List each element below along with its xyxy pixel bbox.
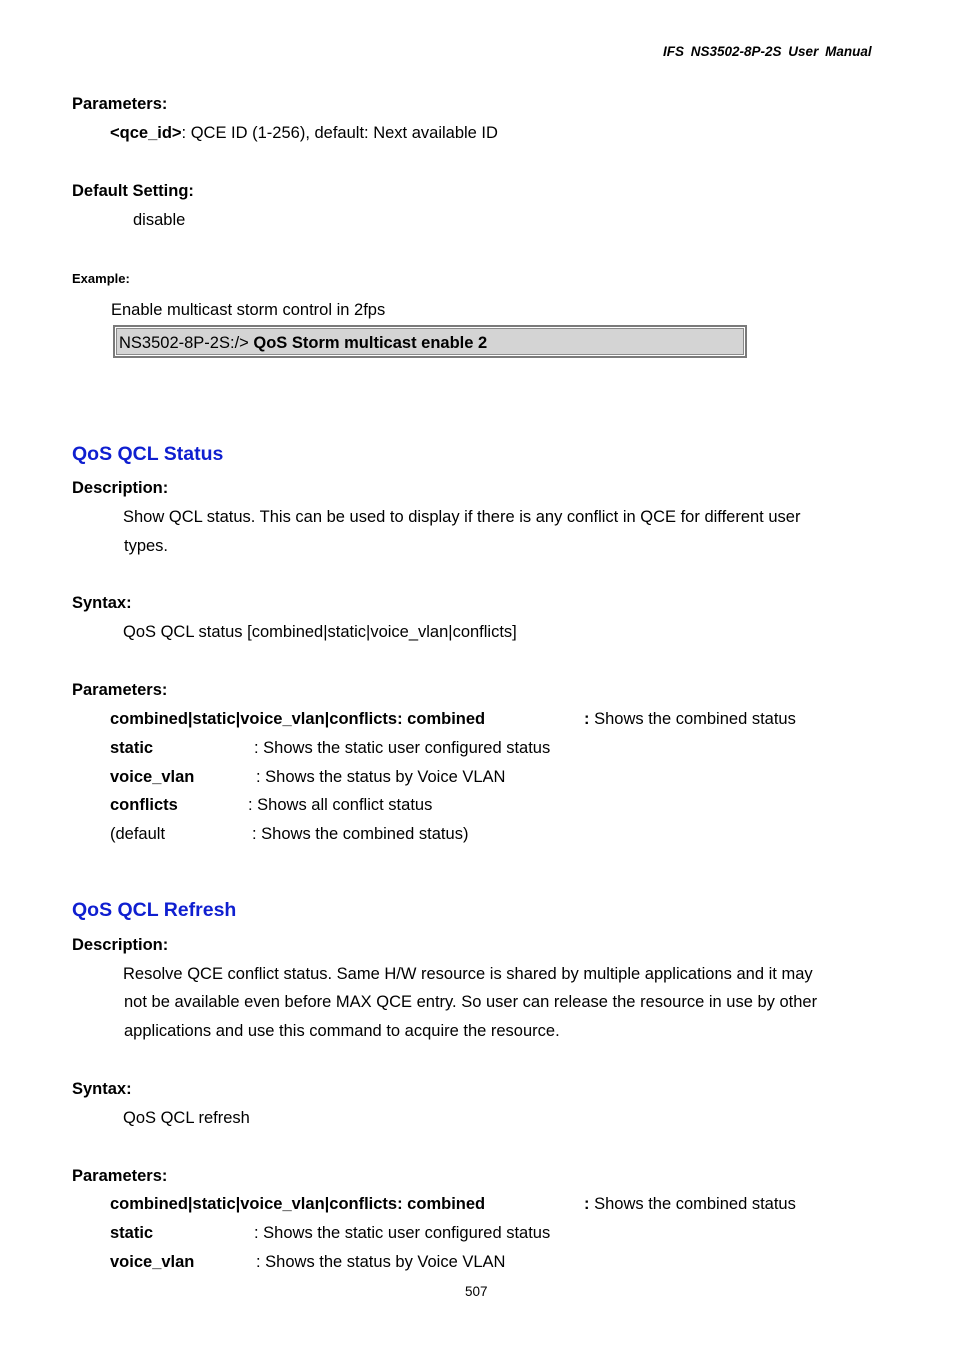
param-name: voice_vlan [110, 1253, 195, 1271]
param-qce-id [110, 124, 498, 144]
param-default-name: (default [110, 825, 166, 843]
example-description: Enable multicast storm control in 2fps [111, 301, 386, 319]
syntax-text: QoS QCL refresh [123, 1109, 250, 1127]
param-name: conflicts [110, 796, 178, 814]
param-name: combined|static|voice_vlan|conflicts: combined [110, 1195, 486, 1213]
param-desc: : Shows the status by Voice VLAN [256, 768, 506, 786]
description-line: not be available even before MAX QCE entry. So user can release the resource in use by other [124, 993, 818, 1011]
syntax-text: QoS QCL status [combined|static|voice_vlan|conflicts] [123, 623, 517, 641]
description-line: types. [124, 537, 169, 555]
description-line: Resolve QCE conflict status. Same H/W resource is shared by multiple applications and it may [123, 965, 813, 983]
example-heading: Example: [72, 271, 130, 286]
description-heading: Description: [72, 479, 169, 497]
param-desc: : Shows the status by Voice VLAN [256, 1253, 506, 1271]
command-example [119, 334, 487, 354]
parameters-heading: Parameters: [72, 681, 168, 699]
page-header: IFS NS3502-8P-2S User Manual [663, 44, 872, 59]
param-name: combined|static|voice_vlan|conflicts: combined [110, 710, 486, 728]
command-text: QoS Storm multicast enable 2 [253, 334, 488, 352]
param-colon: : [584, 710, 590, 728]
parameters-heading: Parameters: [72, 1167, 168, 1185]
syntax-heading: Syntax: [72, 1080, 132, 1098]
param-name: static [110, 1224, 154, 1242]
param-desc: : Shows the static user configured status [254, 1224, 551, 1242]
parameters-heading: Parameters: [72, 95, 168, 113]
syntax-heading: Syntax: [72, 594, 132, 612]
section-title-qcl-refresh: QoS QCL Refresh [72, 899, 237, 921]
param-colon: : [584, 1195, 590, 1213]
section-title-qcl-status: QoS QCL Status [72, 443, 224, 465]
param-name: voice_vlan [110, 768, 195, 786]
param-desc-text: Shows the combined status [589, 710, 796, 728]
param-desc [584, 1195, 796, 1215]
description-line: Show QCL status. This can be used to display if there is any conflict in QCE for different user [123, 508, 801, 526]
param-desc [584, 710, 796, 730]
param-desc: : Shows all conflict status [248, 796, 433, 814]
param-desc-text: Shows the combined status [589, 1195, 796, 1213]
param-desc: : Shows the static user configured status [254, 739, 551, 757]
page-number: 507 [465, 1284, 488, 1299]
param-name: static [110, 739, 154, 757]
param-name: <qce_id> [110, 124, 182, 142]
default-value: disable [133, 211, 186, 229]
param-default-desc: : Shows the combined status) [252, 825, 469, 843]
default-setting-heading: Default Setting: [72, 182, 194, 200]
command-prompt: NS3502-8P-2S:/> [119, 334, 254, 352]
param-desc: : QCE ID (1-256), default: Next available ID [181, 124, 498, 142]
description-heading: Description: [72, 936, 169, 954]
description-line: applications and use this command to acquire the resource. [124, 1022, 560, 1040]
